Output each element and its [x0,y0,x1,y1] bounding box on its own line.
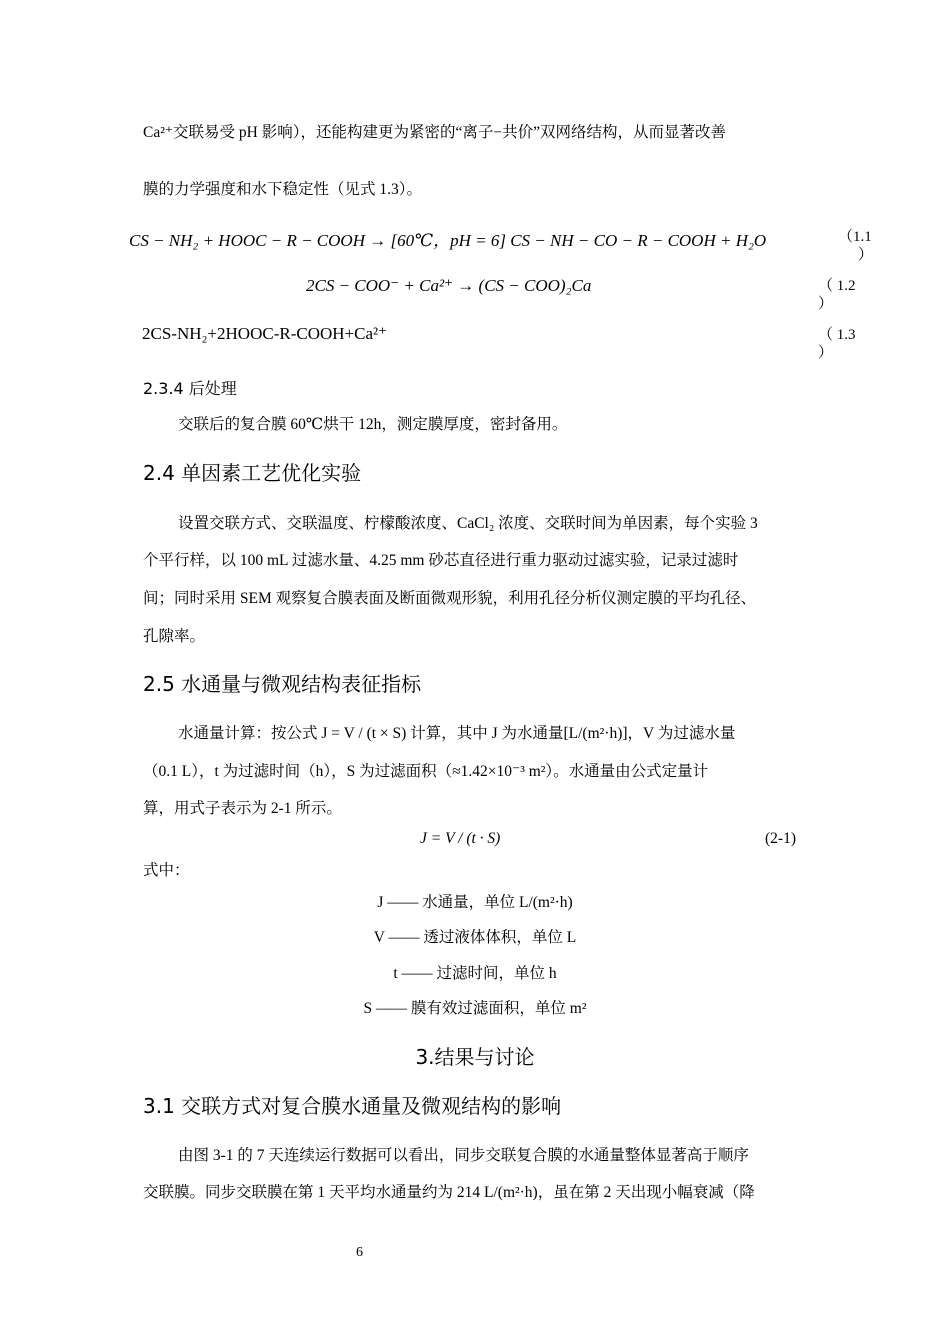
section-heading: 2.5 水通量与微观结构表征指标 [143,672,422,696]
equation-1-3: 2CS-NH₂+2HOOC-R-COOH+Ca²⁺ [142,324,388,343]
paragraph-line: 膜的力学强度和水下稳定性（见式 1.3）。 [143,181,423,198]
equation-number: ） [818,345,834,361]
paragraph-line: （0.1 L），t 为过滤时间（h），S 为过滤面积（≈1.42×10⁻³ m²）。水通量由公式定量计 [143,763,709,780]
definition-item: S —— 膜有效过滤面积，单位 m² [363,1000,587,1017]
paragraph-line: 交联膜。同步交联膜在第 1 天平均水通量约为 214 L/(m²·h)，虽在第 2 天出现小幅衰减（降 [143,1184,755,1201]
paragraph-line: 交联后的复合膜 60℃烘干 12h，测定膜厚度，密封备用。 [178,416,568,433]
paragraph-line: 孔隙率。 [143,628,206,645]
section-heading: 2.4 单因素工艺优化实验 [143,461,362,485]
definition-item: t —— 过滤时间，单位 h [393,965,557,982]
paragraph-line: 设置交联方式、交联温度、柠檬酸浓度、CaCl₂ 浓度、交联时间为单因素，每个实验 3 [178,515,758,532]
equation-number: ） [818,296,834,312]
section-heading: 3.1 交联方式对复合膜水通量及微观结构的影响 [143,1094,562,1118]
paragraph-line: 个平行样，以 100 mL 过滤水量、4.25 mm 砂芯直径进行重力驱动过滤实验，记录过滤时 [143,552,739,569]
definition-item: V —— 透过液体体积，单位 L [373,929,577,946]
paragraph-line: 算，用式子表示为 2-1 所示。 [143,800,342,817]
where-label: 式中： [143,862,190,879]
paragraph-line: 水通量计算：按公式 J = V / (t × S) 计算，其中 J 为水通量[L/(m²·h)]，V 为过滤水量 [178,725,736,742]
equation-number: （1.1 [838,229,872,245]
equation-1-2: 2CS − COO⁻ + Ca²⁺ → (CS − COO)₂Ca [306,276,592,295]
chapter-heading: 3.结果与讨论 [415,1045,535,1069]
equation-1-1: CS − NH₂ + HOOC − R − COOH → [60℃，pH = 6] CS − NH − CO − R − COOH + H₂O [129,231,767,250]
equation-number: (2-1) [765,830,796,847]
paragraph-line: Ca²⁺交联易受 pH 影响），还能构建更为紧密的“离子−共价”双网络结构，从而显著改善 [143,124,726,141]
equation-number: （ 1.3 [818,327,856,343]
paragraph-line: 由图 3-1 的 7 天连续运行数据可以看出，同步交联复合膜的水通量整体显著高于顺序 [178,1147,749,1164]
equation-2-1: J = V / (t · S) [420,830,501,847]
section-heading: 2.3.4 后处理 [143,379,237,398]
paragraph-line: 间；同时采用 SEM 观察复合膜表面及断面微观形貌，利用孔径分析仪测定膜的平均孔径、 [143,590,757,607]
definition-item: J —— 水通量，单位 L/(m²·h) [377,894,573,911]
equation-number: （ 1.2 [818,278,856,294]
equation-number: ） [858,247,874,263]
page-number: 6 [356,1245,363,1260]
